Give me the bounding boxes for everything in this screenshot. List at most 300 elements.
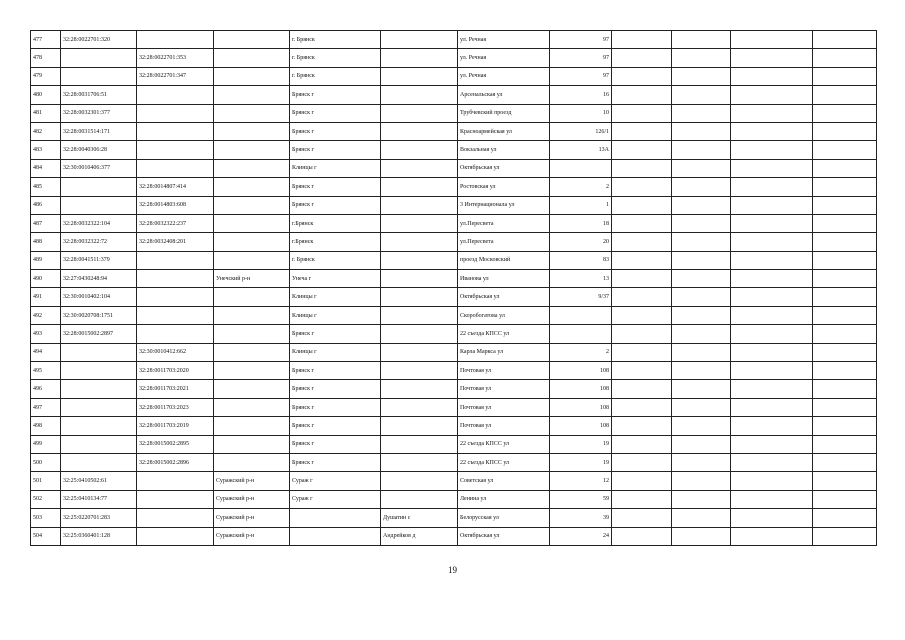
table-cell-empty [731,49,813,67]
table-cell: 97 [550,49,612,67]
table-cell [214,417,290,435]
table-cell-empty [731,86,813,104]
table-cell [214,306,290,324]
table-cell: 16 [550,86,612,104]
table-cell-empty [731,31,813,49]
table-cell [137,104,214,122]
table-cell [381,343,458,361]
table-cell-empty [813,270,877,288]
table-cell [381,178,458,196]
table-cell: 32:28:0014807:414 [137,178,214,196]
table-row [31,31,877,49]
table-cell: 489 [31,251,61,269]
table-cell [672,398,731,416]
table-cell: 491 [31,288,61,306]
table-cell: 2 [550,343,612,361]
table-cell: 492 [31,306,61,324]
table-cell: 13А [550,141,612,159]
table-cell: 32:30:0010406:377 [61,159,137,177]
table-cell [612,251,672,269]
table-cell: 32:28:0040306:28 [61,141,137,159]
table-cell: Брянск г [290,417,381,435]
table-cell: 32:28:0014803:608 [137,196,214,214]
table-cell: Брянск г [290,104,381,122]
table-row [31,362,877,380]
table-cell: 493 [31,325,61,343]
table-cell: 108 [550,417,612,435]
table-cell [214,141,290,159]
table-cell: 495 [31,362,61,380]
table-row [31,104,877,122]
table-cell: 32:28:0015002:2895 [137,435,214,453]
table-cell [672,31,731,49]
table-cell [381,398,458,416]
table-cell: 32:28:0032408:201 [137,233,214,251]
table-cell [214,178,290,196]
table-row [31,343,877,361]
table-cell: 32:28:0011703:2021 [137,380,214,398]
table-row [31,435,877,453]
table-cell-empty [731,67,813,85]
table-row [31,380,877,398]
table-cell: 39 [550,509,612,527]
table-cell: 32:30:0010402:104 [61,288,137,306]
table-cell: Сураж г [290,490,381,508]
table-cell-empty [731,435,813,453]
table-cell [214,67,290,85]
table-cell [612,214,672,232]
table-cell: 1 [550,196,612,214]
table-cell [672,343,731,361]
table-cell: 479 [31,67,61,85]
table-cell [612,435,672,453]
table-cell: Октябрьская ул [458,527,550,545]
table-cell [137,86,214,104]
table-row [31,49,877,67]
table-cell: Душатин с [381,509,458,527]
table-cell [61,49,137,67]
table-cell-empty [813,472,877,490]
table-cell [612,306,672,324]
table-cell: 108 [550,362,612,380]
table-cell: 20 [550,233,612,251]
table-cell: 32:25:0410502:61 [61,472,137,490]
table-cell: 108 [550,380,612,398]
table-cell-empty [731,306,813,324]
table-cell [137,490,214,508]
table-cell-empty [813,31,877,49]
table-cell [672,214,731,232]
table-cell-empty [813,435,877,453]
table-cell [612,509,672,527]
table-cell: Белорусская ул [458,509,550,527]
table-cell [672,306,731,324]
table-cell-empty [731,288,813,306]
table-cell-empty [731,214,813,232]
table-cell: Брянск г [290,141,381,159]
table-cell: ул.Пересвета [458,233,550,251]
table-cell [290,527,381,545]
table-cell: Ростовская ул [458,178,550,196]
table-cell [381,288,458,306]
table-cell-empty [813,325,877,343]
table-cell: 496 [31,380,61,398]
table-cell [550,306,612,324]
table-cell: 32:28:0022701:347 [137,67,214,85]
table-cell-empty [731,380,813,398]
table-cell [672,527,731,545]
table-cell: Брянск г [290,196,381,214]
table-cell [137,306,214,324]
table-cell [612,362,672,380]
table-cell: Трубчевский проезд [458,104,550,122]
table-cell [381,233,458,251]
table-cell: Брянск г [290,398,381,416]
table-cell: 32:28:0031706:51 [61,86,137,104]
table-cell: 477 [31,31,61,49]
table-cell: 32:28:0015002:2896 [137,453,214,471]
table-cell [214,31,290,49]
table-cell-empty [731,343,813,361]
table-cell: 481 [31,104,61,122]
table-row [31,306,877,324]
table-cell: Андрейков д [381,527,458,545]
table-cell: Клинцы г [290,343,381,361]
table-cell-empty [731,270,813,288]
table-row [31,288,877,306]
table-cell: ул. Речная [458,31,550,49]
table-cell [612,67,672,85]
table-cell: Брянск г [290,453,381,471]
table-cell: проезд Московский [458,251,550,269]
table-cell: 487 [31,214,61,232]
table-cell: 32:28:0022701:320 [61,31,137,49]
table-cell [550,325,612,343]
table-cell [612,159,672,177]
table-cell-empty [813,417,877,435]
table-cell [61,435,137,453]
table-cell [137,251,214,269]
table-cell: 32:28:0022701:353 [137,49,214,67]
table-cell [137,31,214,49]
table-cell [672,104,731,122]
table-cell-empty [731,233,813,251]
table-cell: г. Брянск [290,49,381,67]
table-cell [137,325,214,343]
table-cell: 83 [550,251,612,269]
table-cell-empty [731,251,813,269]
table-cell-empty [731,122,813,140]
table-cell: ул. Речная [458,67,550,85]
table-cell [672,86,731,104]
table-cell: 32:28:0031514:171 [61,122,137,140]
table-cell-empty [731,490,813,508]
table-row [31,417,877,435]
table-cell [61,417,137,435]
table-cell: 19 [550,435,612,453]
table-cell [612,325,672,343]
table-cell: г. Брянск [290,251,381,269]
table-cell: 32:28:0032322:237 [137,214,214,232]
table-cell [672,67,731,85]
table-cell [612,527,672,545]
table-cell-empty [731,196,813,214]
table-cell [612,472,672,490]
table-cell-empty [813,343,877,361]
table-row [31,251,877,269]
table-cell: Красноармейская ул [458,122,550,140]
table-cell-empty [813,141,877,159]
table-cell: 494 [31,343,61,361]
table-cell-empty [813,306,877,324]
table-cell: Почтовая ул [458,398,550,416]
table-cell: 483 [31,141,61,159]
table-cell: 32:28:0041511:379 [61,251,137,269]
table-cell [612,288,672,306]
table-cell [61,362,137,380]
table-cell: Ленина ул [458,490,550,508]
table-cell: Октябрьская ул [458,288,550,306]
table-cell: Иванова ул [458,270,550,288]
table-cell: Почтовая ул [458,417,550,435]
table-cell [612,398,672,416]
table-cell [61,453,137,471]
table-row [31,196,877,214]
table-cell: 497 [31,398,61,416]
table-cell [381,270,458,288]
table-cell: Брянск г [290,380,381,398]
table-cell: 32:30:0010412:662 [137,343,214,361]
table-cell-empty [813,122,877,140]
table-cell [381,306,458,324]
table-cell [381,251,458,269]
table-row [31,527,877,545]
table-cell: 32:28:0011703:2019 [137,417,214,435]
table-cell [612,453,672,471]
table-cell [381,67,458,85]
table-cell: Брянск г [290,435,381,453]
table-cell [672,472,731,490]
table-cell [137,527,214,545]
table-row [31,509,877,527]
table-cell: 2 [550,178,612,196]
table-cell: 13 [550,270,612,288]
table-cell [672,417,731,435]
table-row [31,325,877,343]
table-cell [137,122,214,140]
table-cell-empty [813,527,877,545]
table-cell [381,196,458,214]
table-cell: Клинцы г [290,159,381,177]
table-cell [672,288,731,306]
table-cell [61,398,137,416]
table-cell: 18 [550,214,612,232]
table-cell [214,214,290,232]
table-cell [612,49,672,67]
table-cell: 484 [31,159,61,177]
table-cell-empty [813,362,877,380]
table-cell [381,490,458,508]
table-cell-empty [731,104,813,122]
table-cell [612,233,672,251]
table-cell [61,67,137,85]
table-cell [214,233,290,251]
table-cell: Октябрьская ул [458,159,550,177]
table-cell-empty [813,380,877,398]
table-cell: Почтовая ул [458,380,550,398]
table-cell [214,453,290,471]
table-cell [137,159,214,177]
table-cell [381,141,458,159]
table-cell [381,159,458,177]
table-cell-empty [731,325,813,343]
table-cell: 108 [550,398,612,416]
table-cell [672,362,731,380]
table-cell: 32:28:0032322:104 [61,214,137,232]
table-cell: ул. Речная [458,49,550,67]
table-cell [672,453,731,471]
table-cell: Брянск г [290,86,381,104]
register-table-body [31,31,877,546]
table-cell [672,435,731,453]
table-cell [381,325,458,343]
table-cell-empty [813,398,877,416]
table-cell: г.Брянск [290,214,381,232]
table-cell: 59 [550,490,612,508]
table-cell: 9/37 [550,288,612,306]
table-cell: Вокзальная ул [458,141,550,159]
table-cell [137,141,214,159]
table-cell [61,178,137,196]
table-cell-empty [731,398,813,416]
table-cell: 32:30:0020708:1751 [61,306,137,324]
table-row [31,270,877,288]
table-cell [612,104,672,122]
table-cell: Суражский р-н [214,509,290,527]
table-cell: 478 [31,49,61,67]
table-cell: Суражский р-н [214,527,290,545]
table-cell: 126/1 [550,122,612,140]
table-cell: г. Брянск [290,67,381,85]
table-cell [672,122,731,140]
table-cell-empty [813,251,877,269]
table-cell: 12 [550,472,612,490]
table-row [31,159,877,177]
table-cell [214,251,290,269]
table-cell: 486 [31,196,61,214]
table-cell: 32:25:0410134:77 [61,490,137,508]
table-cell [672,380,731,398]
table-cell [612,380,672,398]
table-row [31,490,877,508]
table-cell [612,141,672,159]
table-cell [672,509,731,527]
table-cell: Брянск г [290,325,381,343]
table-cell: 32:28:0011703:2020 [137,362,214,380]
table-cell-empty [731,362,813,380]
table-cell: ул.Пересвета [458,214,550,232]
table-cell-empty [813,288,877,306]
table-cell: 488 [31,233,61,251]
table-cell [214,49,290,67]
table-cell: 501 [31,472,61,490]
table-cell: 499 [31,435,61,453]
table-cell [61,196,137,214]
table-cell [381,417,458,435]
table-cell [672,490,731,508]
table-cell: 10 [550,104,612,122]
table-cell: 482 [31,122,61,140]
table-cell [612,178,672,196]
table-cell: 490 [31,270,61,288]
table-cell: Клинцы г [290,306,381,324]
table-cell: Советская ул [458,472,550,490]
table-cell [214,380,290,398]
table-cell: Клинцы г [290,288,381,306]
table-cell [214,159,290,177]
table-cell [612,122,672,140]
table-cell-empty [731,527,813,545]
table-cell [214,398,290,416]
table-cell: Сураж г [290,472,381,490]
table-cell: 504 [31,527,61,545]
table-cell: 500 [31,453,61,471]
table-cell: Суражский р-н [214,490,290,508]
table-cell-empty [813,104,877,122]
table-cell [137,509,214,527]
table-row [31,453,877,471]
table-row [31,214,877,232]
table-cell-empty [813,453,877,471]
table-cell: 97 [550,31,612,49]
table-cell [612,343,672,361]
table-cell [672,196,731,214]
table-cell [381,435,458,453]
page-number: 19 [448,565,457,575]
table-cell: 32:27:0430248:94 [61,270,137,288]
table-cell: 32:25:0220701:283 [61,509,137,527]
table-cell: 32:28:0011703:2023 [137,398,214,416]
table-cell [381,214,458,232]
table-cell: 502 [31,490,61,508]
table-cell [381,380,458,398]
table-cell-empty [813,67,877,85]
table-cell: Брянск г [290,178,381,196]
table-cell [672,159,731,177]
table-row [31,398,877,416]
table-cell-empty [731,509,813,527]
table-cell: 24 [550,527,612,545]
table-cell-empty [731,178,813,196]
table-cell: 485 [31,178,61,196]
table-cell [61,343,137,361]
table-cell-empty [731,472,813,490]
table-cell: 32:25:0360401:128 [61,527,137,545]
table-cell [290,509,381,527]
table-row [31,178,877,196]
table-cell: 498 [31,417,61,435]
table-cell-empty [731,417,813,435]
table-cell: 480 [31,86,61,104]
table-row [31,233,877,251]
table-cell [672,178,731,196]
table-cell [214,435,290,453]
table-row [31,86,877,104]
table-cell-empty [731,159,813,177]
table-cell: Унеча г [290,270,381,288]
table-cell [381,86,458,104]
table-cell [672,325,731,343]
